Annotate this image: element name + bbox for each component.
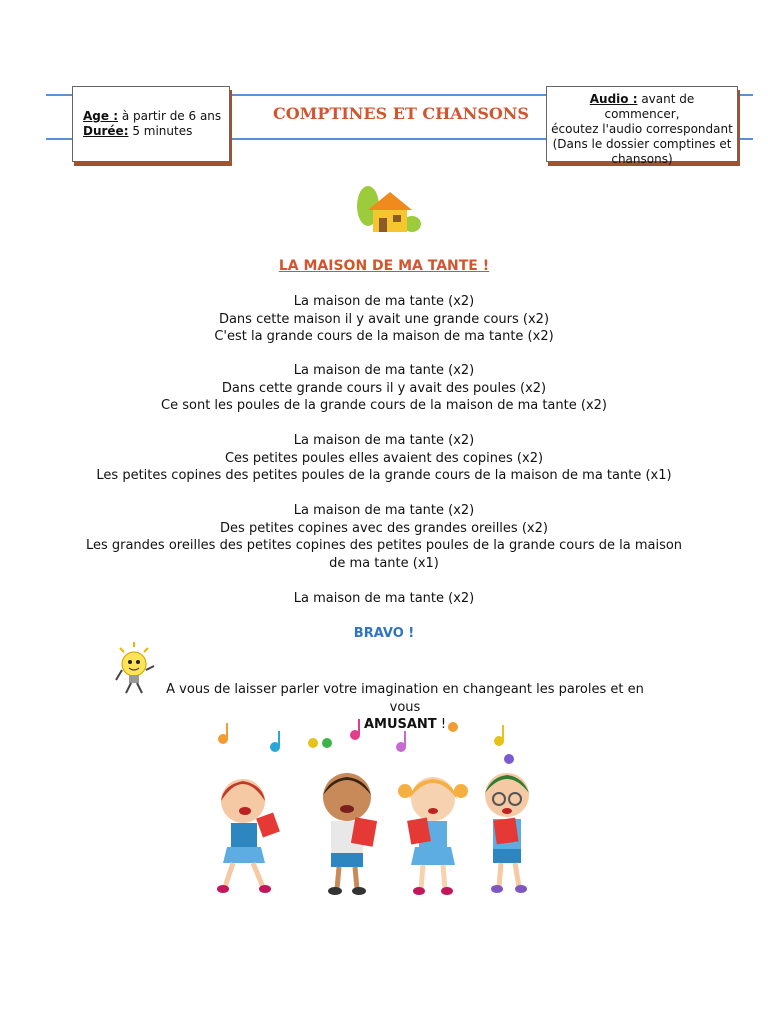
verse-2-line-1: La maison de ma tante (x2) xyxy=(293,363,475,378)
audio-text-1: avant de commencer, xyxy=(604,92,695,121)
verse-1-line-2: Dans cette maison il y avait une grande cours (x2) xyxy=(218,311,550,327)
age-line xyxy=(83,109,229,124)
audio-text-2: écoutez l'audio correspondant xyxy=(551,122,733,136)
verse-2-line-3: Ce sont les poules de la grande cours de la maison de ma tante (x2) xyxy=(161,398,607,413)
verse-3 xyxy=(0,432,768,485)
closing-end: ! xyxy=(436,717,447,732)
verse-1-line-1: La maison de ma tante (x2) xyxy=(293,294,475,309)
age-duration-box xyxy=(72,86,230,162)
duration-label: Durée: xyxy=(83,124,129,138)
verse-4-line-1: La maison de ma tante (x2) xyxy=(293,503,475,518)
age-value: à partir de 6 ans xyxy=(121,109,222,123)
verse-4-line-3: Les grandes oreilles des petites copines des petites poules de la grande cours de la maison xyxy=(85,538,683,553)
bravo-text: BRAVO ! xyxy=(353,626,415,641)
child-2-figure xyxy=(323,773,377,895)
verse-3-line-2: Ces petites poules elles avaient des copines (x2) xyxy=(224,450,544,466)
child-3-figure xyxy=(398,777,468,895)
verse-1-line-3: C'est la grande cours de la maison de ma tante (x2) xyxy=(214,329,554,344)
audio-label: Audio : xyxy=(589,92,638,106)
duration-line xyxy=(83,124,229,139)
verse-3-line-3: Les petites copines des petites poules de la grande cours de la maison de ma tante (x1) xyxy=(96,468,672,483)
verse-4-line-2: Des petites copines avec des grandes oreilles (x2) xyxy=(220,520,548,536)
audio-box xyxy=(546,86,738,166)
verse-5 xyxy=(0,590,768,608)
verse-1 xyxy=(0,293,768,346)
singing-children-illustration xyxy=(205,715,560,900)
closing-text: A vous de laisser parler votre imagination en changeant les paroles et en vous xyxy=(166,682,644,715)
verse-5-line-1: La maison de ma tante (x2) xyxy=(293,591,475,606)
audio-text-4: chansons) xyxy=(611,152,673,166)
age-label: Age : xyxy=(83,109,118,123)
verse-2-line-2: Dans cette grande cours il y avait des poules (x2) xyxy=(221,380,547,396)
house-icon xyxy=(354,184,424,234)
music-notes-icon xyxy=(218,719,514,764)
audio-text-3: (Dans le dossier comptines et xyxy=(552,137,732,151)
verse-4-line-4: de ma tante (x1) xyxy=(329,555,439,571)
verse-3-line-1: La maison de ma tante (x2) xyxy=(293,433,475,448)
duration-value: 5 minutes xyxy=(132,124,193,138)
child-4-figure xyxy=(485,773,529,893)
song-title: LA MAISON DE MA TANTE ! xyxy=(278,258,490,274)
child-1-figure xyxy=(217,779,280,893)
page-title: COMPTINES ET CHANSONS xyxy=(273,104,529,123)
verse-4 xyxy=(0,502,768,572)
verse-2 xyxy=(0,362,768,415)
closing-emphasis: AMUSANT xyxy=(363,717,437,732)
